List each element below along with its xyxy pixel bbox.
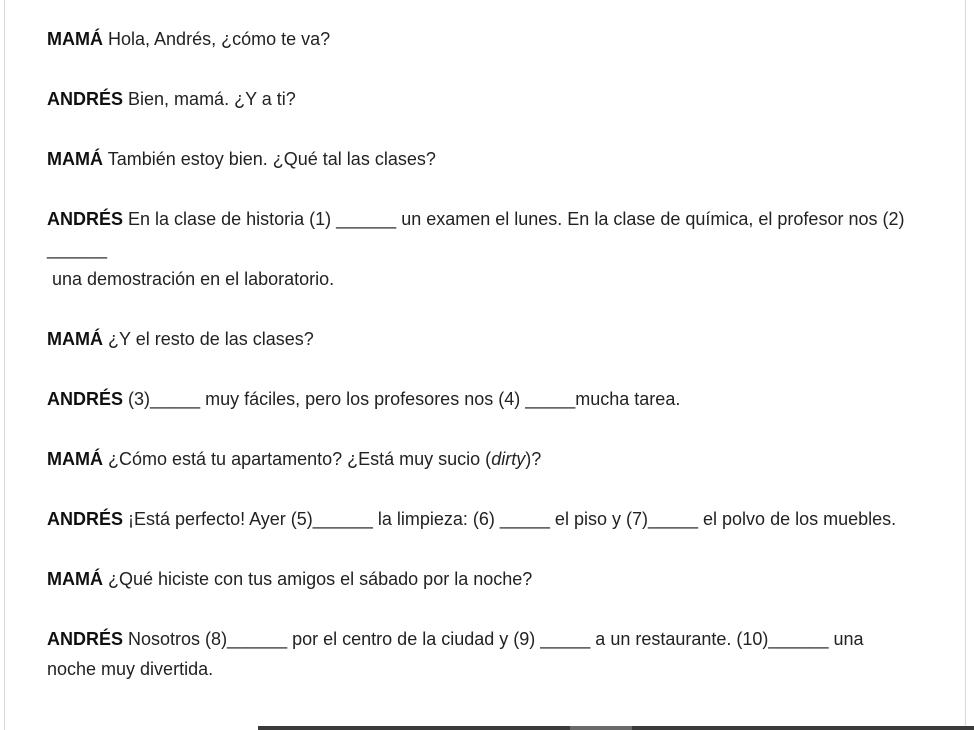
dialogue-text: ¡Está perfecto! Ayer (5)______ la limpieza: (6) _____ el piso y (7)_____ el polvo de los muebles. xyxy=(128,509,897,529)
dialogue-text-before-italic: ¿Cómo está tu apartamento? ¿Está muy sucio ( xyxy=(108,449,492,469)
dialogue-text-after-italic: )? xyxy=(525,449,542,469)
speaker-label: ANDRÉS xyxy=(47,509,124,529)
dialogue-continuation: una demostración en el laboratorio. xyxy=(52,269,335,289)
dialogue-line-6 xyxy=(47,384,907,414)
dialogue-line-10 xyxy=(47,624,907,684)
speaker-label: MAMÁ xyxy=(47,449,103,469)
horizontal-scrollbar-thumb[interactable] xyxy=(570,726,632,730)
dialogue-text: Nosotros (8)______ por el centro de la ciudad y (9) _____ a un restaurante. (10)______ una noche muy divertida. xyxy=(47,629,864,679)
dialogue-line-2 xyxy=(47,84,907,114)
speaker-label: ANDRÉS xyxy=(47,89,124,109)
dialogue-line-4 xyxy=(47,204,907,294)
dialogue-line-1 xyxy=(47,24,907,54)
dialogue-line-3 xyxy=(47,144,907,174)
right-border xyxy=(965,0,966,730)
dialogue-text: Bien, mamá. ¿Y a ti? xyxy=(128,89,296,109)
dialogue-text: ¿Y el resto de las clases? xyxy=(108,329,314,349)
speaker-label: ANDRÉS xyxy=(47,629,124,649)
dialogue-text: En la clase de historia (1) ______ un examen el lunes. En la clase de química, el profesor nos (2) ______ xyxy=(47,209,905,259)
dialogue-line-9 xyxy=(47,564,907,594)
dialogue-text: (3)_____ muy fáciles, pero los profesores nos (4) _____mucha tarea. xyxy=(128,389,681,409)
dialogue-line-5 xyxy=(47,324,907,354)
speaker-label: ANDRÉS xyxy=(47,209,124,229)
dialogue-content xyxy=(47,24,907,684)
dialogue-line-7 xyxy=(47,444,907,474)
dialogue-text: ¿Qué hiciste con tus amigos el sábado por la noche? xyxy=(108,569,533,589)
speaker-label: MAMÁ xyxy=(47,569,103,589)
dialogue-line-8 xyxy=(47,504,907,534)
speaker-label: MAMÁ xyxy=(47,149,103,169)
speaker-label: ANDRÉS xyxy=(47,389,124,409)
left-border xyxy=(4,0,5,730)
dialogue-text: Hola, Andrés, ¿cómo te va? xyxy=(108,29,331,49)
speaker-label: MAMÁ xyxy=(47,329,103,349)
italic-word: dirty xyxy=(491,449,526,469)
speaker-label: MAMÁ xyxy=(47,29,103,49)
dialogue-text: También estoy bien. ¿Qué tal las clases? xyxy=(107,149,436,169)
